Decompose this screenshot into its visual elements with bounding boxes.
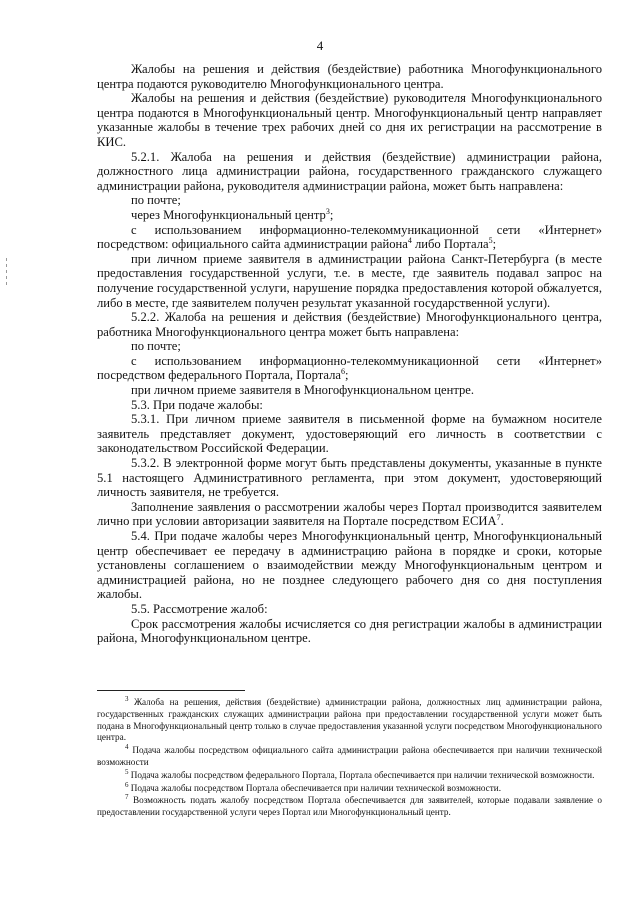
- footnote-number: 6: [125, 780, 129, 789]
- body-paragraph: [97, 412, 602, 456]
- paragraph-text: по почте;: [131, 193, 181, 208]
- footnote-number: 3: [125, 694, 129, 703]
- body-paragraph: [97, 193, 602, 208]
- body-paragraph: [97, 602, 602, 617]
- paragraph-text: по почте;: [131, 339, 181, 354]
- paragraph-text: Жалобы на решения и действия (бездействие) руководителя Многофункционального центра подаются в Многофункциональный центр. Многофункциональный центр направляет указанные жалобы в течение трех рабочих дней со дня их регистрации на рассмотрение в КИС.: [97, 91, 602, 149]
- paragraph-text: Срок рассмотрения жалобы исчисляется со дня регистрации жалобы в администрации района, Многофункциональном центре.: [97, 616, 602, 646]
- paragraph-text: Заполнение заявления о рассмотрении жалобы через Портал производится заявителем лично при условии авторизации заявителя на Портале посредством ЕСИА: [97, 499, 602, 529]
- paragraph-text-tail: .: [500, 514, 504, 529]
- footnote-reference: 4: [407, 235, 412, 245]
- footnote-text: Жалоба на решения, действия (бездействие) администрации района, должностных лиц администрации района, государственных гражданских служащих администрации района при предоставлении государственной услуги может быть подана в Многофункциональный центр только в случае предоставления указанной услуги посредством Многофункционального центра.: [97, 697, 602, 743]
- footnote-number: 5: [125, 767, 129, 776]
- paragraph-text: 5.2.1. Жалоба на решения и действия (бездействие) администрации района, должностного лица администрации района, государственного гражданского служащего администрации района, руководителя администрации района, может быть направлена:: [97, 149, 602, 193]
- body-paragraph: [97, 383, 602, 398]
- footnote: [97, 767, 602, 782]
- footnote-reference: 3: [325, 206, 330, 216]
- body-paragraph: [97, 354, 602, 383]
- page-number: 4: [316, 38, 324, 53]
- body-paragraph: [97, 223, 602, 252]
- body-paragraph: [97, 529, 602, 602]
- body-paragraph: [97, 150, 602, 194]
- paragraph-text: 5.3.1. При личном приеме заявителя в письменной форме на бумажном носителе заявитель представляет документ, удостоверяющий его личность в соответствии с законодательством Российской Федерации.: [97, 412, 602, 456]
- paragraph-text: с использованием информационно-телекоммуникационной сети «Интернет» посредством федерального Портала, Портала: [97, 353, 602, 383]
- body-paragraph: [97, 208, 602, 223]
- paragraph-text: 5.5. Рассмотрение жалоб:: [131, 601, 268, 616]
- paragraph-text: 5.3.2. В электронной форме могут быть представлены документы, указанные в пункте 5.1 настоящего Административного регламента, при этом документ, удостоверяющий личность заявителя, не требуется.: [97, 456, 602, 500]
- footnote-text: Подача жалобы посредством федерального Портала, Портала обеспечивается при наличии технической возможности.: [128, 769, 595, 780]
- footnote: [97, 745, 602, 769]
- paragraph-text-tail: либо Портала: [411, 237, 489, 252]
- paragraph-text: при личном приеме заявителя в администрации района Санкт-Петербурга (в месте предоставления государственной услуги, т.е. в месте, где заявитель подавал запрос на получение государственной услуги, нарушение порядка предоставления которой обжалуется, либо в месте, где заявителем получен результат указанной государственной услуги).: [97, 251, 602, 310]
- footnote: [97, 694, 602, 744]
- paragraph-text-tail: ;: [344, 368, 349, 383]
- paragraph-text: с использованием информационно-телекоммуникационной сети «Интернет» посредством: официального сайта администрации района: [97, 222, 602, 252]
- paragraph-text-tail: ;: [329, 207, 334, 222]
- footnote-text: Подача жалобы посредством Портала обеспечивается при наличии технической возможности.: [128, 782, 501, 793]
- body-paragraph: [97, 252, 602, 310]
- paragraph-text: Жалобы на решения и действия (бездействие) работника Многофункционального центра подаются руководителю Многофункционального центра.: [97, 62, 602, 91]
- paragraph-text: 5.3. При подаче жалобы:: [131, 397, 263, 412]
- paragraph-text: 5.2.2. Жалоба на решения и действия (бездействие) Многофункционального центра, работника Многофункционального центра может быть направлена:: [97, 310, 602, 339]
- scan-margin-marks: [6, 258, 8, 288]
- body-paragraph: [97, 310, 602, 339]
- footnotes-section: [97, 694, 602, 820]
- body-paragraph: [97, 500, 602, 529]
- footnote-text: Подача жалобы посредством официального сайта администрации района обеспечивается при наличии технической возможности: [97, 745, 602, 767]
- body-paragraph: [97, 339, 602, 354]
- footnote-number: 7: [125, 793, 129, 802]
- footnote-reference: 7: [496, 513, 501, 523]
- paragraph-text-tail: ;: [492, 237, 497, 252]
- body-paragraph: [97, 62, 602, 91]
- footnote-separator: [97, 690, 245, 691]
- body-paragraph: [97, 617, 602, 646]
- footnote: [97, 780, 602, 795]
- body-paragraph: [97, 398, 602, 413]
- footnote-reference: 5: [488, 235, 493, 245]
- document-body: [97, 62, 602, 646]
- body-paragraph: [97, 91, 602, 149]
- footnote-reference: 6: [340, 367, 345, 377]
- paragraph-text: через Многофункциональный центр: [131, 207, 326, 222]
- paragraph-text: 5.4. При подаче жалобы через Многофункциональный центр, Многофункциональный центр обеспечивает ее передачу в администрацию района в порядке и сроки, которые установлены соглашением о взаимодействии между Многофункциональным центром и администрацией района, но не позднее следующего рабочего дня со дня поступления жалобы.: [97, 529, 602, 602]
- footnote-text: Возможность подать жалобу посредством Портала обеспечивается для заявителей, которые подавали заявление о предоставлении государственной услуги через Портал или Многофункциональный центр.: [97, 795, 602, 818]
- paragraph-text: при личном приеме заявителя в Многофункциональном центре.: [131, 383, 475, 398]
- footnote: [97, 795, 602, 819]
- body-paragraph: [97, 456, 602, 500]
- footnote-number: 4: [125, 743, 129, 752]
